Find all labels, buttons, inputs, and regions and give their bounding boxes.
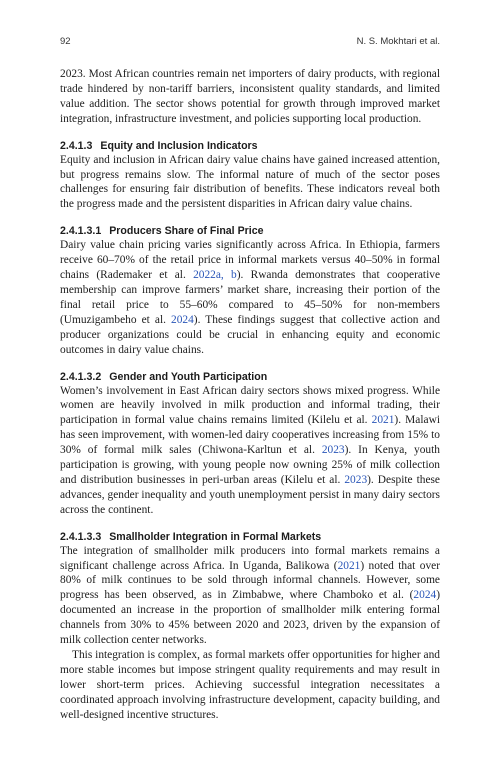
text-run: ). Despite these advances, gender inequality and youth unemployment persist in many dairy sectors across the continent.	[60, 473, 440, 516]
page-number: 92	[60, 36, 71, 47]
page	[60, 36, 440, 723]
section-heading-2-4-1-3	[60, 139, 440, 153]
section-number: 2.4.1.3.1	[60, 225, 102, 238]
text-run: ). In Kenya, youth participation is growing, with young people now owning 25% of milk collection and distribution businesses in peri-urban areas (Kilelu et al.	[60, 444, 440, 486]
text-run: ) noted that over 80% of milk continues to be sold through informal channels. However, some progress has been observed, as in Zimbabwe, where Chamboko et al. (	[60, 559, 440, 602]
text-run: ). Rwanda demonstrates that cooperative membership can improve farmers’ market share, increasing their portion of the final retail price to 55–60% compared to 45–50% for non-members (Umuzigambeho et al.	[60, 269, 440, 326]
section-number: 2.4.1.3.3	[60, 530, 102, 543]
running-head-authors: N. S. Mokhtari et al.	[356, 36, 440, 47]
section-title: Smallholder Integration in Formal Markets	[109, 530, 322, 543]
paragraph: Equity and inclusion in African dairy value chains have gained increased attention, but progress remains slow. The informal nature of much of the sector poses challenges for ensuring fair distribution of benefits. These indicators reveal both the progress made and the persistent disparities in African dairy value chains.	[60, 153, 440, 211]
intro-paragraph	[60, 67, 440, 127]
citation-link[interactable]: 2021	[337, 559, 361, 572]
citation-link[interactable]: 2023	[344, 473, 368, 486]
citation-link[interactable]: 2022a, b	[193, 269, 237, 282]
paragraph: This integration is complex, as formal markets offer opportunities for higher and more stable incomes but impose stringent quality requirements and may result in lower short-term prices. Achieving successful integration necessitates a coordinated approach involving infrastructure development, capacity building, and well-designed incentive structures.	[60, 649, 440, 721]
running-head	[60, 36, 440, 50]
text-run: Dairy value chain pricing varies significantly across Africa. In Ethiopia, farmers receive 60–70% of the retail price in informal markets versus 40–50% in formal chains (Rademaker et al.	[60, 239, 440, 282]
text-run: Women’s involvement in East African dairy sectors shows mixed progress. While women are heavily involved in milk production and informal trading, their participation in formal value chains remains limited (Kilelu et al.	[60, 384, 440, 427]
section-title: Equity and Inclusion Indicators	[100, 139, 258, 152]
text-run: ) documented an increase in the proportion of smallholder milk entering formal channels from 30% to 45% between 2020 and 2023, driven by the expansion of milk collection center networks.	[60, 589, 440, 647]
section-body-2-4-1-3-1	[60, 238, 440, 357]
text-run: The integration of smallholder milk producers into formal markets remains a significant challenge across Africa. In Uganda, Balikowa (	[60, 544, 440, 572]
paragraph	[60, 544, 440, 648]
section-title: Producers Share of Final Price	[109, 225, 264, 238]
intro-text: 2023. Most African countries remain net importers of dairy products, with regional trade hindered by non-tariff barriers, inconsistent quality standards, and limited value addition. The sector shows potential for growth through improved market integration, infrastructure investment, and policies supporting local production.	[60, 68, 440, 125]
section-heading-2-4-1-3-1	[60, 224, 440, 238]
text-run: ). These findings suggest that collective action and producer organizations could be crucial in enhancing equity and economic outcomes in dairy value chains.	[60, 313, 440, 356]
section-body-2-4-1-3	[60, 153, 440, 213]
citation-link[interactable]: 2024	[171, 313, 194, 326]
section-body-2-4-1-3-3	[60, 544, 440, 723]
section-number: 2.4.1.3.2	[60, 370, 102, 383]
section-heading-2-4-1-3-3	[60, 530, 440, 544]
citation-link[interactable]: 2021	[371, 414, 395, 427]
paragraph	[60, 238, 440, 357]
section-body-2-4-1-3-2	[60, 384, 440, 518]
section-number: 2.4.1.3	[60, 139, 93, 152]
section-heading-2-4-1-3-2	[60, 370, 440, 384]
citation-link[interactable]: 2023	[321, 444, 345, 457]
text-run: ). Malawi has seen improvement, with women-led dairy cooperatives increasing from 15% to 30% of formal milk sales (Chiwona-Karltun et al.	[60, 414, 440, 457]
section-title: Gender and Youth Participation	[109, 370, 268, 383]
paragraph	[60, 384, 440, 518]
citation-link[interactable]: 2024	[413, 589, 437, 602]
